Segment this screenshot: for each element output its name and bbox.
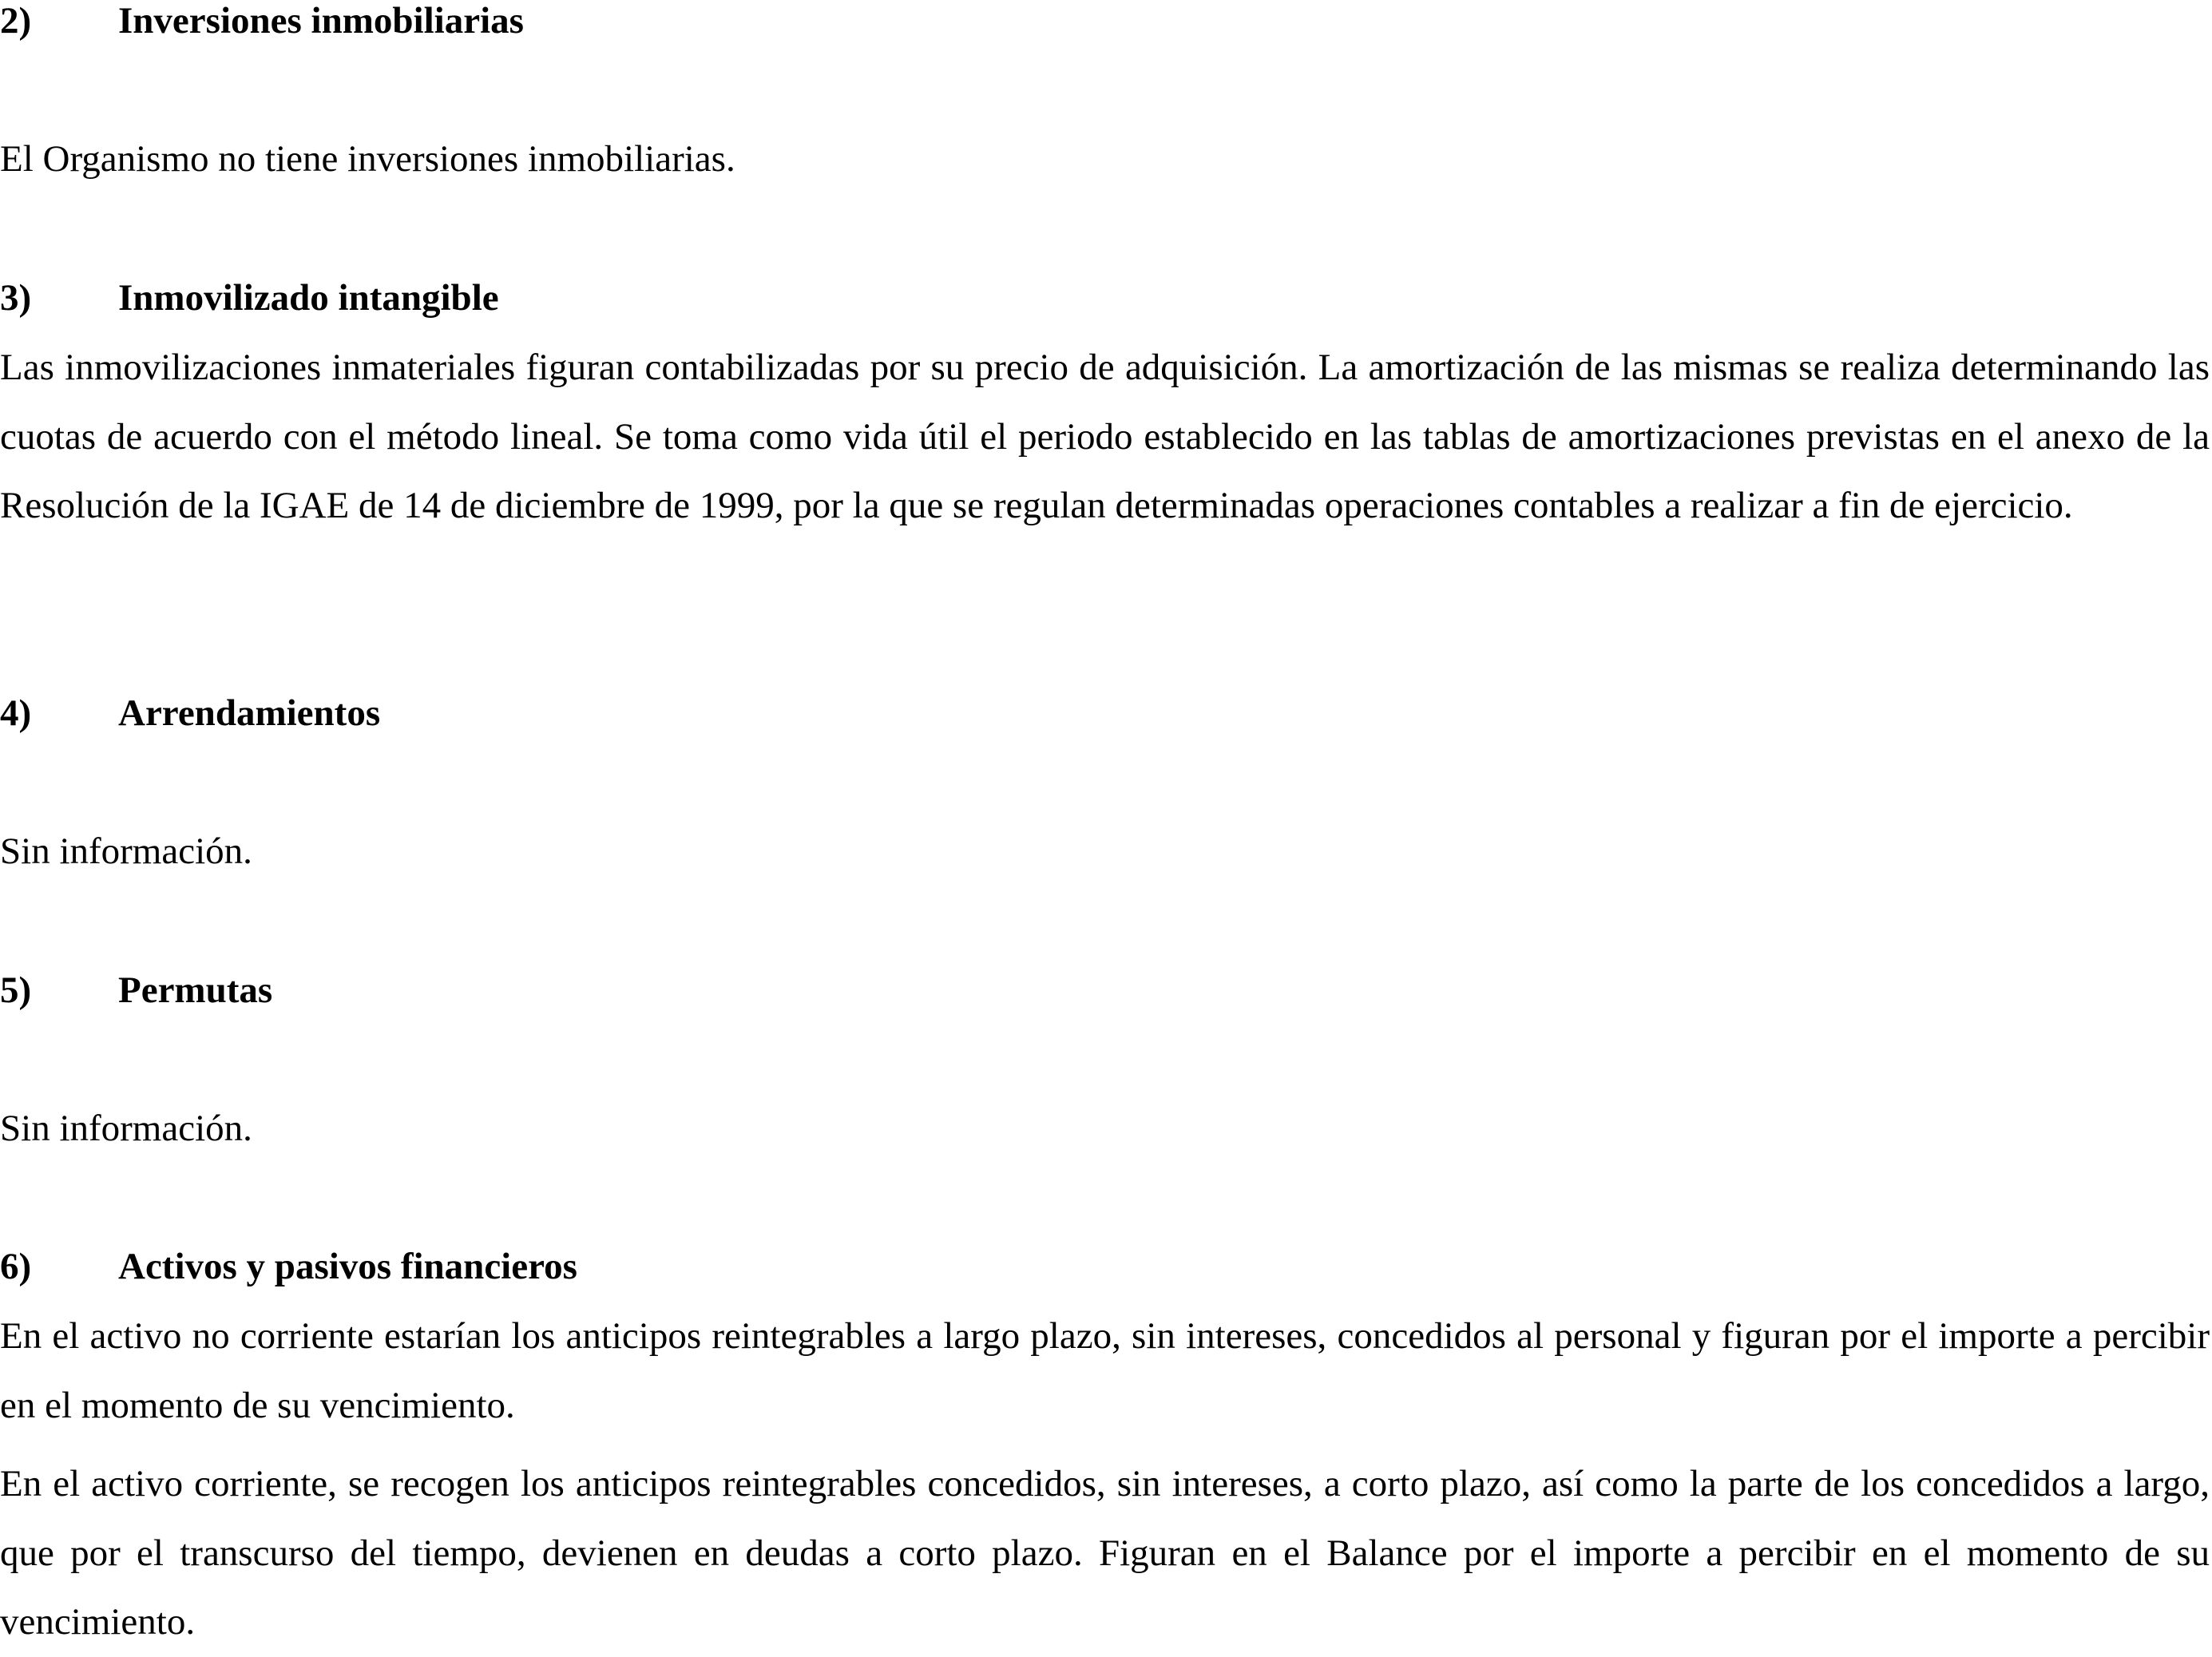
section-title: Activos y pasivos financieros	[118, 1246, 577, 1287]
section-number: 6)	[0, 1246, 32, 1287]
section-heading-6	[0, 1232, 577, 1302]
paragraph: Sin información.	[0, 1108, 252, 1149]
section-number: 5)	[0, 969, 32, 1011]
section-title: Inmovilizado intangible	[118, 277, 499, 319]
section-title: Permutas	[118, 969, 273, 1011]
section-title: Arrendamientos	[118, 692, 381, 734]
section-heading-3	[0, 264, 499, 333]
paragraph: El Organismo no tiene inversiones inmobiliarias.	[0, 138, 735, 180]
section-title: Inversiones inmobiliarias	[118, 0, 524, 42]
paragraph: Las inmovilizaciones inmateriales figuran contabilizadas por su precio de adquisición. La amortización de las mismas se realiza determinando las cuotas de acuerdo con el método lineal. Se toma como vida útil el periodo establecido en las tablas de amortizaciones previstas en el anexo de la Resolución de la IGAE de 14 de diciembre de 1999, por la que se regulan determinadas operaciones contables a realizar a fin de ejercicio.	[0, 347, 2210, 526]
paragraph: En el activo corriente, se recogen los anticipos reintegrables concedidos, sin intereses, a corto plazo, así como la parte de los concedidos a largo, que por el transcurso del tiempo, devienen en deudas a corto plazo. Figuran en el Balance por el importe a percibir en el momento de su vencimiento.	[0, 1463, 2210, 1643]
paragraph: Sin información.	[0, 830, 252, 872]
section-number: 4)	[0, 692, 32, 734]
section-number: 3)	[0, 277, 32, 319]
section-heading-5	[0, 956, 272, 1025]
section-heading-4	[0, 679, 380, 748]
section-number: 2)	[0, 0, 32, 42]
section-heading-2	[0, 0, 524, 56]
paragraph: En el activo no corriente estarían los anticipos reintegrables a largo plazo, sin intereses, concedidos al personal y figuran por el importe a percibir en el momento de su vencimiento.	[0, 1315, 2210, 1426]
